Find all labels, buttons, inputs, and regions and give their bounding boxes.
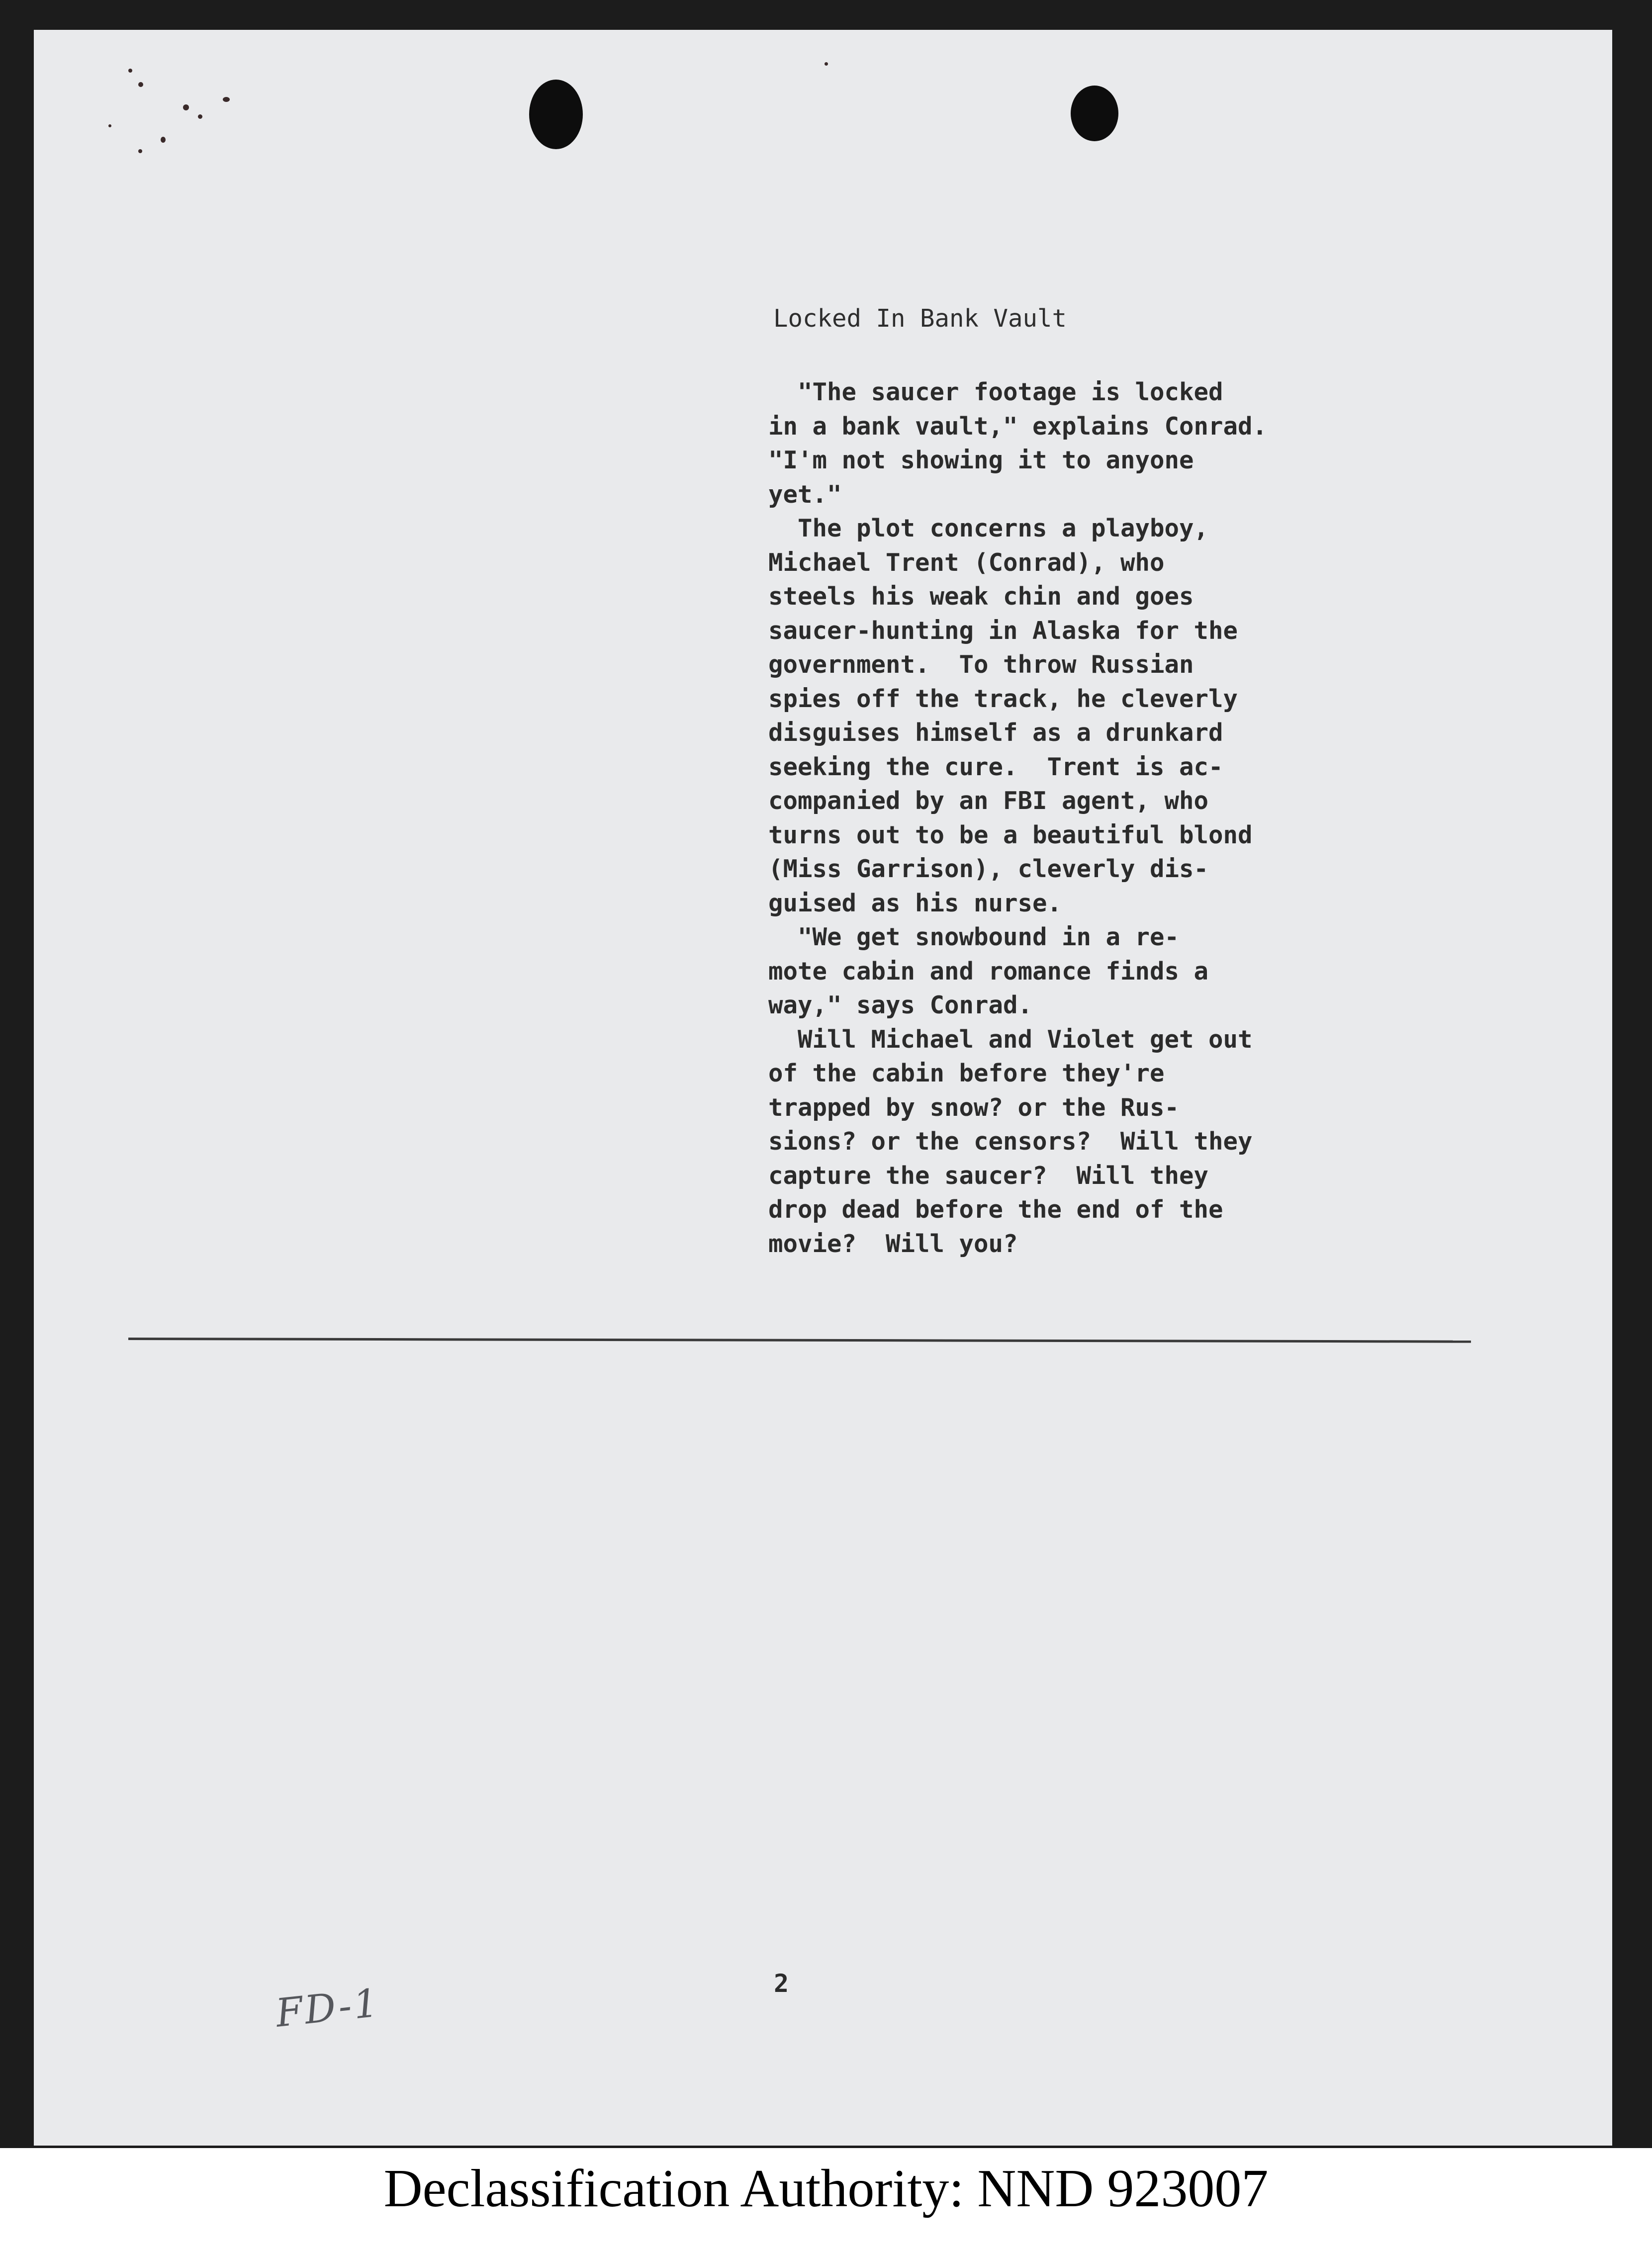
ink-speck [223,97,230,102]
ink-speck [198,114,202,119]
text-line: sions? or the censors? Will they [768,1127,1253,1156]
text-line: Will Michael and Violet get out [768,1025,1253,1054]
handwritten-annotation: FD-1 [274,1980,382,2036]
text-line: drop dead before the end of the [768,1195,1223,1224]
text-line: seeking the cure. Trent is ac- [768,752,1223,781]
text-line: disguises himself as a drunkard [768,719,1223,747]
ink-speck [183,104,189,110]
section-heading: Locked In Bank Vault [773,304,1067,333]
text-line: guised as his nurse. [768,889,1062,917]
text-line: Michael Trent (Conrad), who [768,548,1165,577]
ink-speck [825,62,828,66]
ink-speck [161,137,166,143]
ink-speck [138,82,143,87]
text-line: of the cabin before they're [768,1059,1165,1087]
text-line: mote cabin and romance finds a [768,957,1209,986]
text-line: "I'm not showing it to anyone [768,446,1194,474]
text-line: capture the saucer? Will they [768,1161,1209,1190]
ink-speck [108,124,111,127]
text-line: movie? Will you? [768,1229,1018,1258]
punch-hole-right [1071,86,1118,141]
text-line: spies off the track, he cleverly [768,684,1238,713]
text-line: turns out to be a beautiful blond [768,820,1253,849]
ink-speck [128,69,132,73]
text-line: "We get snowbound in a re- [768,923,1180,951]
text-line: steels his weak chin and goes [768,582,1194,611]
text-line: The plot concerns a playboy, [768,514,1209,542]
text-line: yet." [768,480,842,509]
text-line: government. To throw Russian [768,650,1194,679]
body-text [768,375,1267,1261]
text-line: (Miss Garrison), cleverly dis- [768,855,1209,883]
text-line: "The saucer footage is locked [768,378,1223,406]
text-line: companied by an FBI agent, who [768,787,1209,815]
text-line: saucer-hunting in Alaska for the [768,616,1238,645]
declassification-footer: Declassification Authority: NND 923007 [383,2159,1269,2218]
ink-speck [138,149,142,153]
text-line: way," says Conrad. [768,991,1033,1019]
punch-hole-left [529,80,583,149]
text-line: trapped by snow? or the Rus- [768,1093,1180,1122]
page-number: 2 [774,1969,789,1998]
text-line: in a bank vault," explains Conrad. [768,412,1268,441]
